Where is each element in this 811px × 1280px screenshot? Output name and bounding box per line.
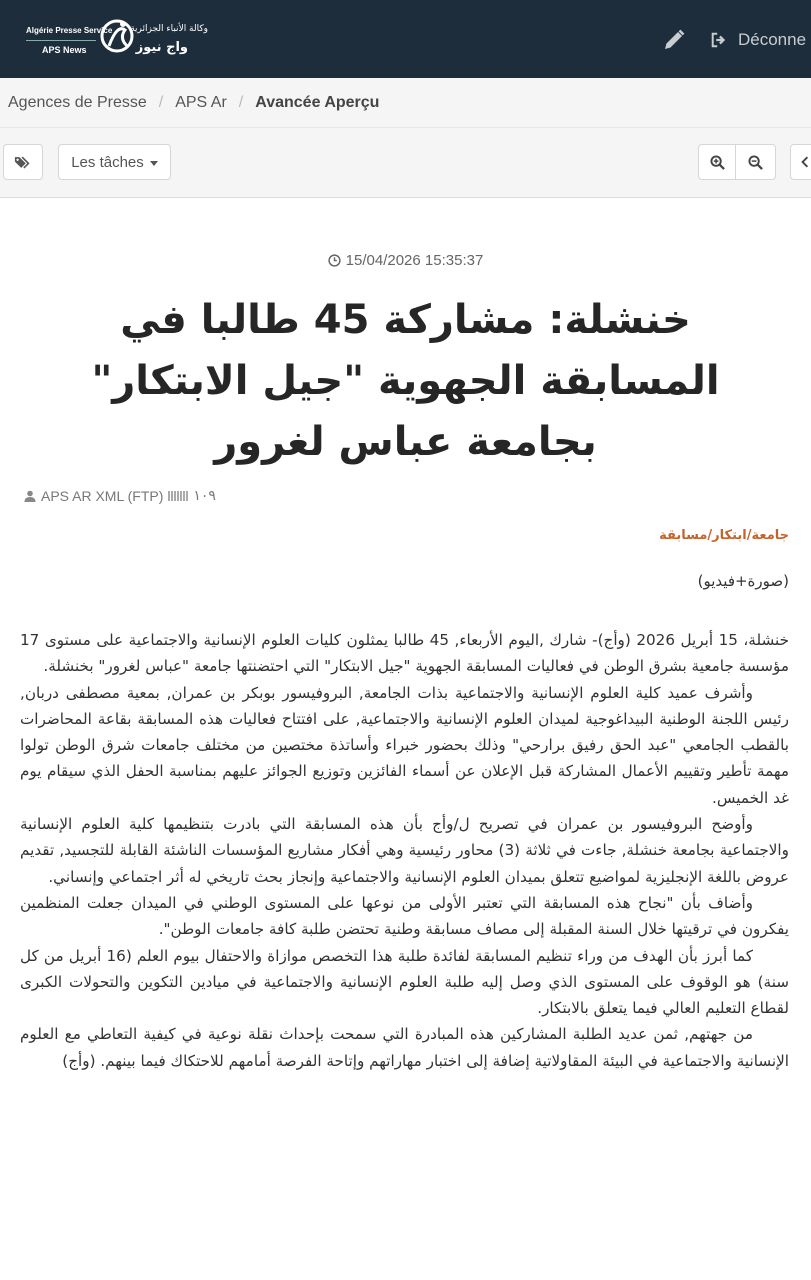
paragraph-3: وأوضح البروفيسور بن عمران في تصريح ل/وأج بأن هذه المسابقة التي بادرت بتنظيمها كلية العلوم الإنسانية والاجتماعية بجامعة خنشلة, جاءت في ثلاثة (3) محاور رئيسية وهي أفكار مشاريع المؤسسات الناشئة القابلة للتجسيد, تقديم عروض باللغة الإنجليزية لمواضيع تتعلق بميدان العلوم الإنسانية والاجتماعية وإنجاز بحث تاريخي له أثر اجتماعي وإنساني. xyxy=(20,815,789,886)
paragraph-1: خنشلة، 15 أبريل 2026 (وأج)- شارك ,اليوم الأربعاء, 45 طالبا يمثلون كليات العلوم الإنسانية والاجتماعية على مستوى 17 مؤسسة جامعية بشرق الوطن في فعاليات المسابقة الجهوية "جيل الابتكار" التي احتضنتها جامعة "عباس لغرور" بخنشلة. xyxy=(20,631,789,676)
article-timestamp xyxy=(0,252,811,269)
source-number: ١٠٩ xyxy=(193,487,216,503)
logout-button[interactable] xyxy=(710,28,806,52)
tags-icon xyxy=(14,155,32,170)
source-name: APS AR XML (FTP) xyxy=(41,487,164,504)
tags-button[interactable] xyxy=(3,144,43,180)
paragraph-2: وأشرف عميد كلية العلوم الإنسانية والاجتماعية بذات الجامعة, البروفيسور بوبكر بن عمران, بمعية مصطفى دربان, رئيس اللجنة الوطنية البيداغوجية لميدان العلوم الإنسانية والاجتماعية, على افتتاح فعاليات هذه المسابقة بقاعة المحاضرات بالقطب الجامعي "عبد الحق رفيق برارحي" وذلك بحضور خبراء وأساتذة مختصين من مختلف جامعات شرق الوطن تولوا مهمة تأطير وتقييم الأعمال المشاركة قبل الإعلان عن أسماء الفائزين وتوزيع الجوائز عليهم بمناسبة الحفل الذي سيقام يوم غد الخميس. xyxy=(20,683,789,807)
pencil-icon xyxy=(662,28,686,52)
aps-emblem-icon xyxy=(99,16,135,56)
article-title: خنشلة: مشاركة 45 طالبا في المسابقة الجهوية "جيل الابتكار" بجامعة عباس لغرور xyxy=(91,297,720,465)
aps-logo[interactable] xyxy=(26,14,216,60)
logo-ar-top: وكالة الأنباء الجزائرية xyxy=(130,24,208,34)
photo-video-note: (صورة+فيديو) xyxy=(697,572,789,590)
paragraph-6: من جهتهم, ثمن عديد الطلبة المشاركين هذه المبادرة التي سمحت بإحداث نقلة نوعية في كيفية التعاطي مع العلوم الإنسانية والاجتماعية في البيئة المقاولاتية إضافة إلى اختبار مهاراتهم وإتاحة الفرصة أمامهم للاحتكاك فيما بينهم. (وأج) xyxy=(20,1025,789,1070)
sign-out-icon xyxy=(710,31,728,49)
clock-icon xyxy=(328,254,341,267)
chevron-left-icon xyxy=(801,155,809,169)
breadcrumb-aps-ar[interactable]: APS Ar xyxy=(175,93,227,111)
article-tags[interactable]: جامعة/ابتكار/مسابقة xyxy=(659,528,789,543)
zoom-out-icon xyxy=(748,155,763,170)
back-button[interactable] xyxy=(790,144,811,180)
tasks-label: Les tâches xyxy=(71,153,144,171)
zoom-out-button[interactable] xyxy=(736,144,776,180)
top-navbar xyxy=(0,0,811,78)
breadcrumb xyxy=(0,78,811,128)
user-icon xyxy=(24,490,36,502)
breadcrumb-agences[interactable]: Agences de Presse xyxy=(8,93,147,111)
logout-label: Déconne xyxy=(738,30,807,49)
zoom-in-button[interactable] xyxy=(698,144,736,180)
logo-fr-bottom: APS News xyxy=(42,45,87,55)
timestamp-text: 15/04/2026 15:35:37 xyxy=(345,252,484,269)
tasks-dropdown[interactable] xyxy=(58,144,171,180)
zoom-in-icon xyxy=(710,155,725,170)
breadcrumb-active: Avancée Aperçu xyxy=(255,93,380,111)
article-source xyxy=(24,487,216,504)
caret-down-icon xyxy=(150,161,158,166)
edit-button[interactable] xyxy=(662,28,686,52)
paragraph-5: كما أبرز بأن الهدف من وراء تنظيم المسابقة لفائدة طلبة هذا التخصص موازاة والاحتفال بيوم العلم (16 أبريل من كل سنة) هو الوقوف على المستوى الذي وصل إليه طلبة العلوم الإنسانية والاجتماعية في ميادين التكوين والتحولات الكبرى لقطاع التعليم العالي فيما يتعلق بالابتكار. xyxy=(20,946,789,1018)
logo-ar-bottom: واج نيوز xyxy=(135,40,188,55)
paragraph-4: وأضاف بأن "نجاح هذه المسابقة التي تعتبر الأولى من نوعها على المستوى الوطني في الميدان جعلت المنظمين يفكرون في ترقيتها خلال السنة المقبلة إلى مصاف مسابقة وطنية تحتضن طلبة كافة جامعات الوطن". xyxy=(20,893,789,939)
breadcrumb-separator: / xyxy=(158,93,164,111)
article-body xyxy=(20,627,789,1074)
barcode-icon xyxy=(168,491,188,501)
logo-rule xyxy=(26,40,96,41)
logo-fr-top: Algérie Presse Service xyxy=(26,26,113,35)
article-toolbar xyxy=(0,128,811,198)
breadcrumb-separator: / xyxy=(238,93,244,111)
